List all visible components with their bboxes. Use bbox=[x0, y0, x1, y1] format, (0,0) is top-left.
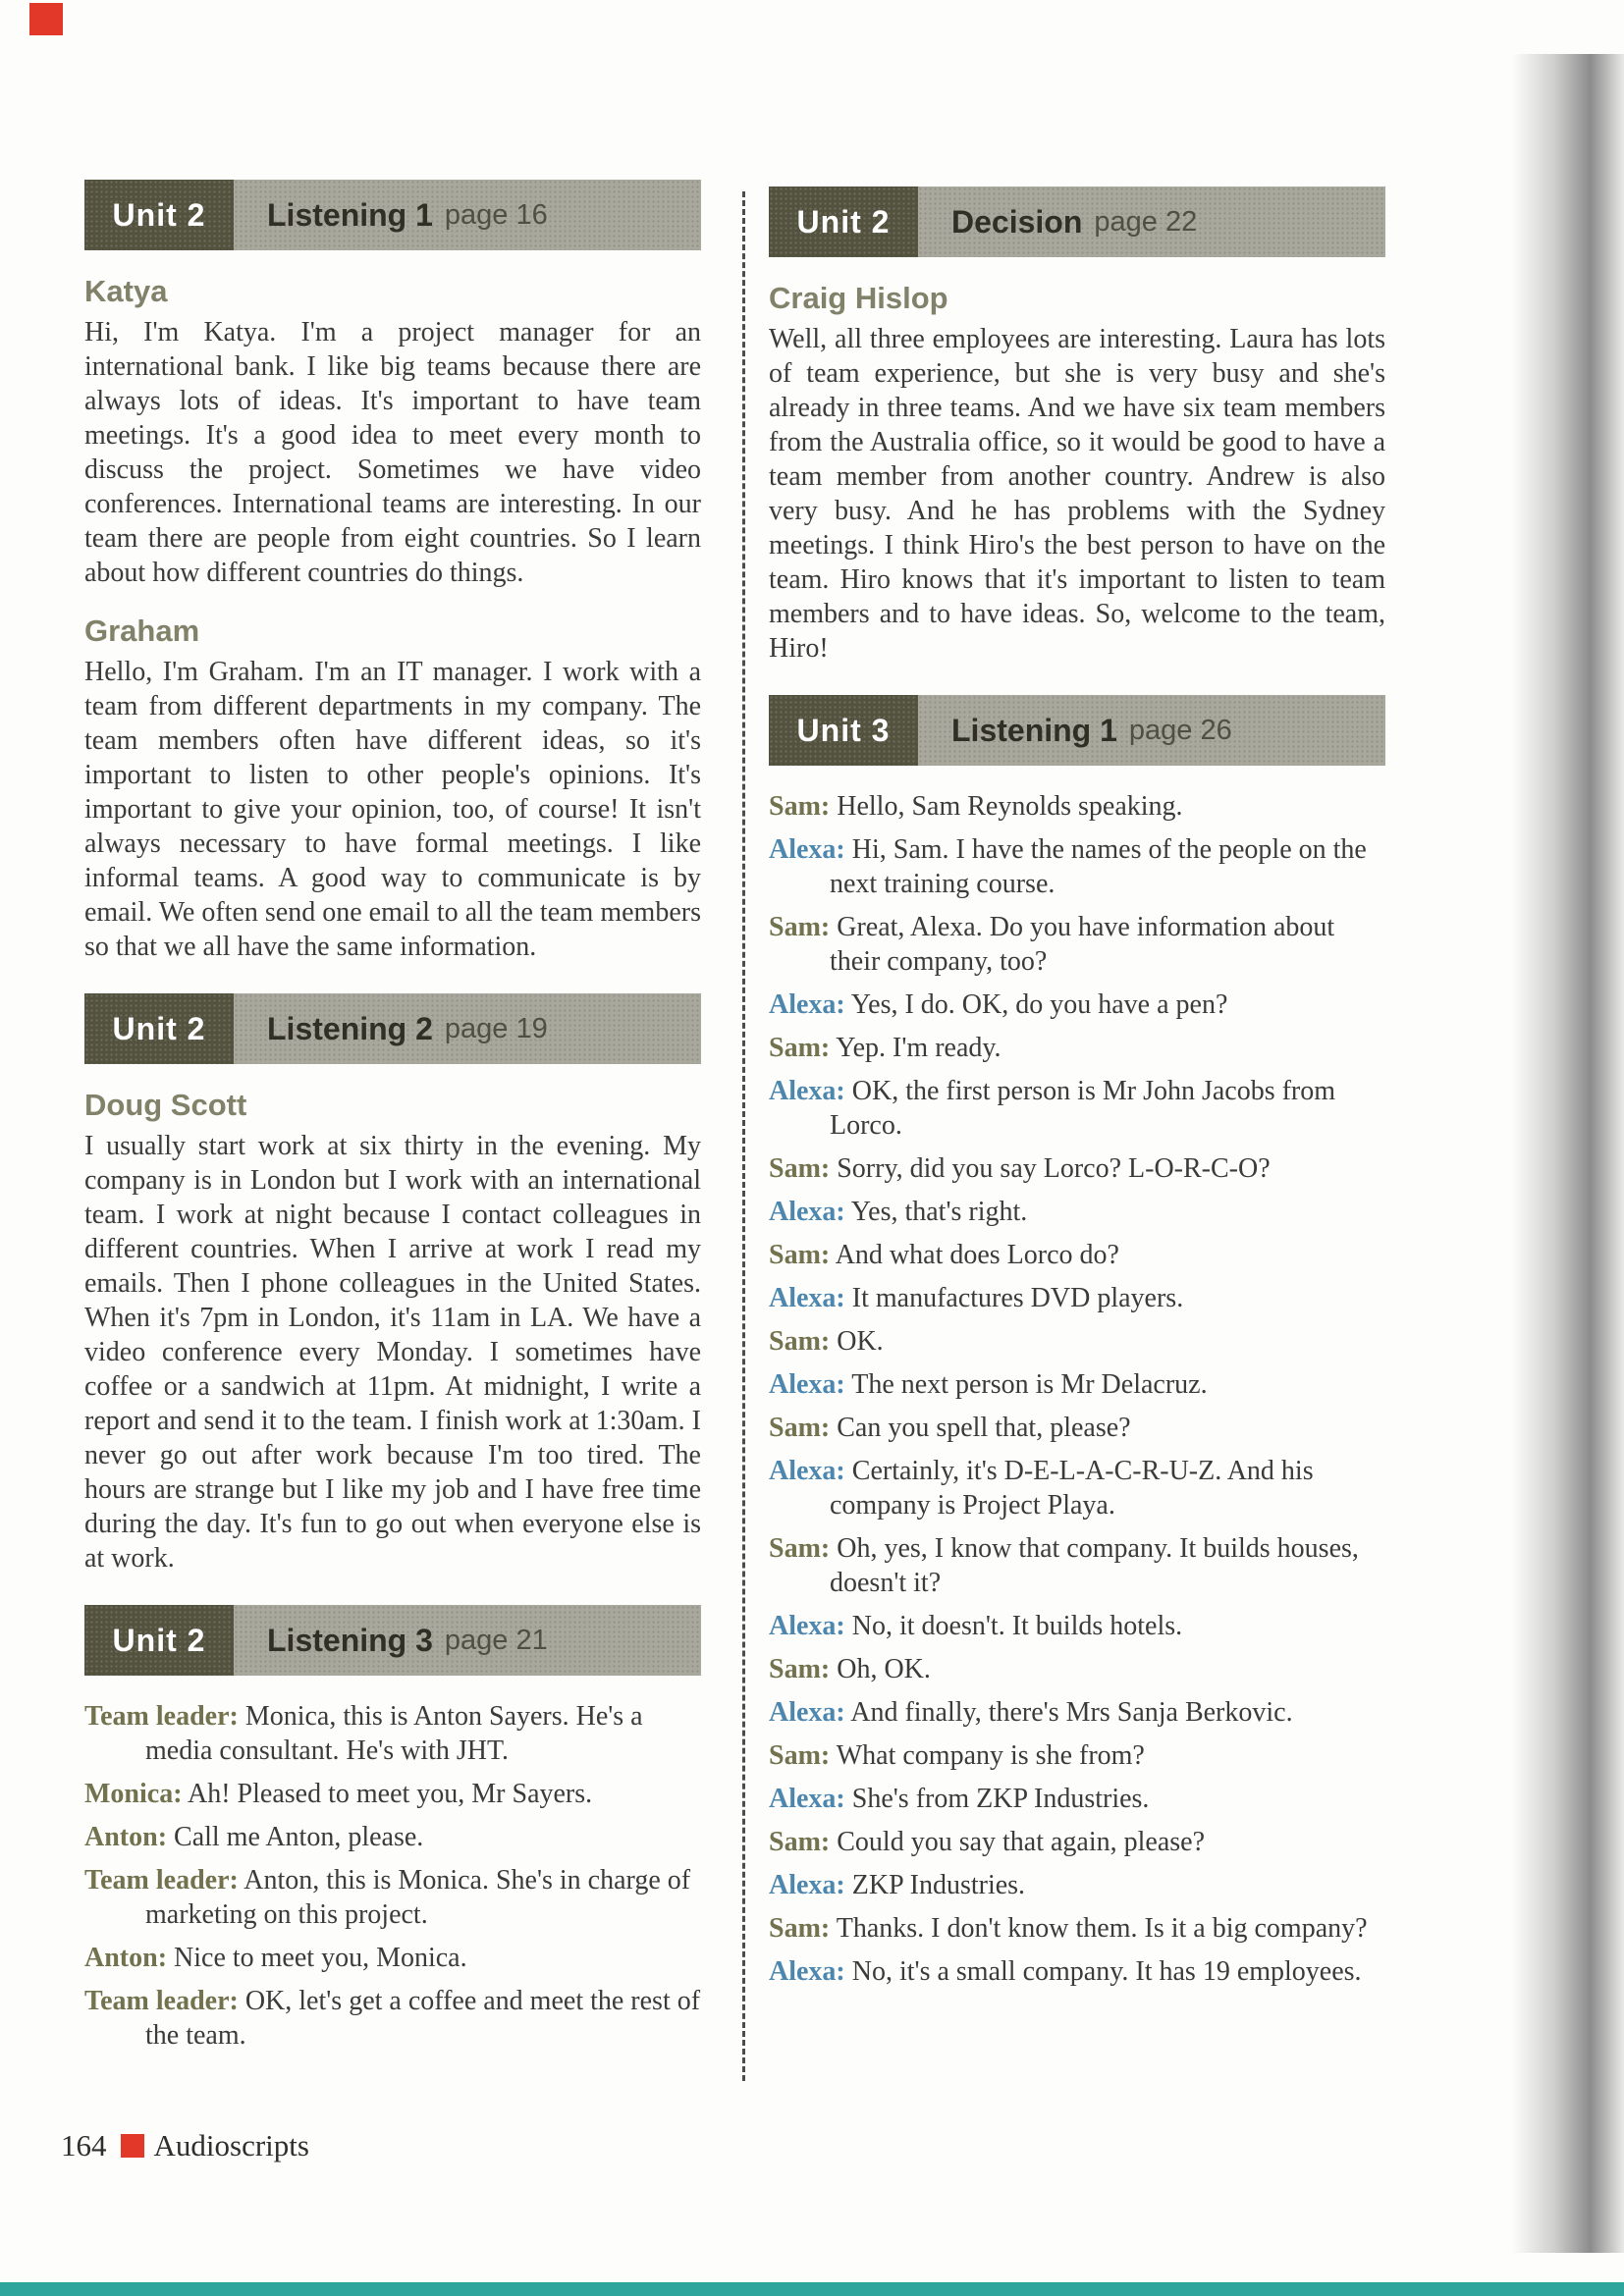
bottom-strip bbox=[0, 2282, 1624, 2296]
monologue-paragraph: I usually start work at six thirty in the evening. My company is in London but I work with an international team. I work at night because I contact colleagues in different countries. When I arrive at work I read my emails. Then I phone colleagues in the United States. When it's 7pm in London, it's 11am in LA. We have a video conference every Monday. I sometimes have coffee or a sandwich at 11pm. At midnight, I write a report and send it to the team. I finish work at 1:30am. I never go out after work because I'm too tired. The hours are strange but I like my job and I have free time during the day. It's fun to go out when everyone else is at work. bbox=[84, 1131, 701, 1574]
dialogue-speaker-label: Alexa: bbox=[769, 1870, 845, 1900]
section-title: Listening 2 bbox=[267, 1010, 433, 1046]
section-page-ref: page 22 bbox=[1094, 205, 1198, 238]
dialogue-text: No, it's a small company. It has 19 employees. bbox=[851, 1956, 1362, 1987]
dialogue-line bbox=[84, 1699, 701, 1768]
dialogue-line bbox=[769, 789, 1385, 824]
unit-label: Unit 3 bbox=[769, 695, 918, 766]
dialogue-text: It manufactures DVD players. bbox=[851, 1283, 1184, 1313]
dialogue-line bbox=[769, 910, 1385, 979]
dialogue-line bbox=[769, 1411, 1385, 1445]
dialogue-line bbox=[769, 1324, 1385, 1359]
dialogue-speaker-label: Sam: bbox=[769, 1413, 831, 1443]
unit-header-right bbox=[234, 1605, 701, 1676]
unit-label: Unit 2 bbox=[84, 1605, 234, 1676]
dialogue-speaker-label: Sam: bbox=[769, 1740, 831, 1771]
dialogue-line bbox=[769, 1151, 1385, 1186]
dialogue-speaker-label: Alexa: bbox=[769, 1076, 845, 1106]
dialogue-speaker-label: Sam: bbox=[769, 1827, 831, 1857]
unit-header-right bbox=[918, 695, 1385, 766]
unit-label: Unit 2 bbox=[84, 993, 234, 1064]
unit-header-bar bbox=[84, 180, 701, 250]
monologue-paragraph: Hi, I'm Katya. I'm a project manager for an international bank. I like big teams because there are always lots of ideas. It's important to have team meetings. It's a good idea to meet every month to discuss the project. Sometimes we have video conferences. International teams are interesting. In our team there are people from eight countries. So I learn about how different countries do things. bbox=[84, 317, 701, 588]
page-edge-shadow bbox=[1512, 54, 1624, 2253]
dialogue-speaker-label: Sam: bbox=[769, 1533, 831, 1564]
dialogue-line bbox=[769, 1825, 1385, 1859]
dialogue-speaker-label: Team leader: bbox=[84, 1701, 239, 1732]
dialogue-speaker-label: Anton: bbox=[84, 1822, 168, 1852]
section-title: Decision bbox=[951, 203, 1083, 240]
dialogue-line bbox=[769, 1074, 1385, 1143]
dialogue-speaker-label: Alexa: bbox=[769, 989, 845, 1020]
unit-header-right bbox=[234, 180, 701, 250]
dialogue-speaker-label: Team leader: bbox=[84, 1986, 239, 2016]
dialogue-text: Yes, I do. OK, do you have a pen? bbox=[850, 989, 1228, 1020]
dialogue-line bbox=[84, 1984, 701, 2053]
dialogue-speaker-label: Alexa: bbox=[769, 1956, 845, 1987]
dialogue-text: Yep. I'm ready. bbox=[836, 1033, 1001, 1063]
dialogue-line bbox=[769, 1281, 1385, 1315]
dialogue-block bbox=[84, 1699, 701, 2053]
dialogue-line bbox=[769, 1695, 1385, 1730]
red-square-icon bbox=[121, 2134, 144, 2158]
speaker-name-heading: Craig Hislop bbox=[769, 281, 948, 315]
dialogue-text: The next person is Mr Delacruz. bbox=[851, 1369, 1208, 1400]
section-title: Listening 1 bbox=[267, 196, 433, 233]
dialogue-line bbox=[769, 1238, 1385, 1272]
dialogue-line bbox=[769, 1911, 1385, 1946]
dialogue-text: Sorry, did you say Lorco? L-O-R-C-O? bbox=[837, 1153, 1271, 1184]
dialogue-text: Great, Alexa. Do you have information about their company, too? bbox=[830, 912, 1335, 977]
dialogue-speaker-label: Sam: bbox=[769, 1153, 831, 1184]
dialogue-line bbox=[769, 832, 1385, 901]
section-page-ref: page 21 bbox=[444, 1624, 548, 1656]
dialogue-text: Certainly, it's D-E-L-A-C-R-U-Z. And his company is Project Playa. bbox=[830, 1456, 1314, 1521]
dialogue-text: No, it doesn't. It builds hotels. bbox=[851, 1611, 1183, 1641]
dialogue-speaker-label: Team leader: bbox=[84, 1865, 239, 1896]
dialogue-line bbox=[769, 1531, 1385, 1600]
dialogue-line bbox=[84, 1777, 701, 1811]
unit-header-right bbox=[234, 993, 701, 1064]
left-column bbox=[84, 0, 701, 2061]
dialogue-text: Hello, Sam Reynolds speaking. bbox=[837, 791, 1183, 822]
dialogue-line bbox=[769, 1738, 1385, 1773]
dialogue-speaker-label: Sam: bbox=[769, 1240, 831, 1270]
section-title: Listening 3 bbox=[267, 1622, 433, 1658]
dialogue-speaker-label: Monica: bbox=[84, 1779, 183, 1809]
dialogue-speaker-label: Anton: bbox=[84, 1943, 168, 1973]
dialogue-line bbox=[769, 1652, 1385, 1686]
dialogue-line bbox=[769, 1954, 1385, 1989]
dialogue-text: Oh, OK. bbox=[837, 1654, 931, 1684]
red-corner-mark bbox=[29, 3, 63, 35]
dialogue-speaker-label: Sam: bbox=[769, 1654, 831, 1684]
dialogue-speaker-label: Alexa: bbox=[769, 1283, 845, 1313]
unit-header-bar bbox=[769, 187, 1385, 257]
unit-label: Unit 2 bbox=[84, 180, 234, 250]
dialogue-speaker-label: Alexa: bbox=[769, 1611, 845, 1641]
unit-header-bar bbox=[84, 1605, 701, 1676]
page-number: 164 bbox=[61, 2128, 107, 2163]
dialogue-text: OK, the first person is Mr John Jacobs from Lorco. bbox=[830, 1076, 1336, 1141]
dialogue-text: Anton, this is Monica. She's in charge of marketing on this project. bbox=[145, 1865, 691, 1930]
dialogue-speaker-label: Sam: bbox=[769, 1913, 831, 1944]
dialogue-text: Yes, that's right. bbox=[850, 1197, 1028, 1227]
dialogue-text: Thanks. I don't know them. Is it a big company? bbox=[836, 1913, 1368, 1944]
dialogue-text: She's from ZKP Industries. bbox=[851, 1784, 1150, 1814]
dialogue-line bbox=[769, 1195, 1385, 1229]
page-footer bbox=[61, 2128, 309, 2163]
dialogue-speaker-label: Alexa: bbox=[769, 1369, 845, 1400]
dialogue-line bbox=[84, 1863, 701, 1932]
dialogue-speaker-label: Sam: bbox=[769, 1033, 831, 1063]
dialogue-line bbox=[769, 1454, 1385, 1522]
monologue-paragraph: Well, all three employees are interesting. Laura has lots of team experience, but she is very busy and she's already in three teams. And we have six team members from the Australia office, so it would be good to have a team member from another country. Andrew is also very busy. And he has problems with the Sydney meetings. I think Hiro's the best person to have on the team. Hiro knows that it's important to listen to team members and to have ideas. So, welcome to the team, Hiro! bbox=[769, 324, 1385, 664]
dialogue-block bbox=[769, 789, 1385, 1989]
dialogue-text: Nice to meet you, Monica. bbox=[174, 1943, 467, 1973]
dialogue-text: And what does Lorco do? bbox=[835, 1240, 1119, 1270]
speaker-name-heading: Doug Scott bbox=[84, 1088, 247, 1122]
unit-header-bar bbox=[84, 993, 701, 1064]
dialogue-text: And finally, there's Mrs Sanja Berkovic. bbox=[850, 1697, 1293, 1728]
dialogue-text: OK. bbox=[837, 1326, 884, 1357]
right-column bbox=[769, 0, 1385, 1998]
dialogue-text: ZKP Industries. bbox=[851, 1870, 1026, 1900]
dialogue-line bbox=[84, 1820, 701, 1854]
column-divider bbox=[742, 191, 745, 2081]
dialogue-text: Hi, Sam. I have the names of the people on the next training course. bbox=[830, 834, 1367, 899]
unit-label: Unit 2 bbox=[769, 187, 918, 257]
dialogue-speaker-label: Alexa: bbox=[769, 1456, 845, 1486]
dialogue-speaker-label: Sam: bbox=[769, 912, 831, 942]
dialogue-text: Monica, this is Anton Sayers. He's a media consultant. He's with JHT. bbox=[145, 1701, 643, 1766]
speaker-name-heading: Katya bbox=[84, 274, 168, 308]
dialogue-line bbox=[769, 1367, 1385, 1402]
footer-section-title: Audioscripts bbox=[153, 2128, 309, 2163]
dialogue-line bbox=[769, 1609, 1385, 1643]
dialogue-speaker-label: Alexa: bbox=[769, 1197, 845, 1227]
dialogue-text: OK, let's get a coffee and meet the rest of the team. bbox=[145, 1986, 701, 2051]
dialogue-line bbox=[769, 1782, 1385, 1816]
dialogue-speaker-label: Alexa: bbox=[769, 1784, 845, 1814]
dialogue-speaker-label: Alexa: bbox=[769, 1697, 845, 1728]
dialogue-speaker-label: Sam: bbox=[769, 791, 831, 822]
dialogue-text: Could you say that again, please? bbox=[837, 1827, 1206, 1857]
dialogue-speaker-label: Sam: bbox=[769, 1326, 831, 1357]
dialogue-text: What company is she from? bbox=[836, 1740, 1145, 1771]
dialogue-line bbox=[769, 988, 1385, 1022]
section-page-ref: page 26 bbox=[1128, 714, 1232, 746]
dialogue-text: Call me Anton, please. bbox=[174, 1822, 424, 1852]
dialogue-line bbox=[84, 1941, 701, 1975]
dialogue-speaker-label: Alexa: bbox=[769, 834, 845, 865]
dialogue-line bbox=[769, 1868, 1385, 1902]
section-page-ref: page 19 bbox=[444, 1012, 548, 1044]
speaker-name-heading: Graham bbox=[84, 614, 200, 648]
dialogue-text: Ah! Pleased to meet you, Mr Sayers. bbox=[188, 1779, 593, 1809]
unit-header-right bbox=[918, 187, 1385, 257]
dialogue-line bbox=[769, 1031, 1385, 1065]
unit-header-bar bbox=[769, 695, 1385, 766]
section-page-ref: page 16 bbox=[444, 198, 548, 231]
section-title: Listening 1 bbox=[951, 712, 1117, 748]
monologue-paragraph: Hello, I'm Graham. I'm an IT manager. I work with a team from different departments in my company. The team members often have different ideas, so it's important to listen to other people's opinions. It's important to give your opinion, too, of course! It isn't always necessary to have formal meetings. I like informal teams. A good way to communicate is by email. We often send one email to all the team members so that we all have the same information. bbox=[84, 657, 701, 962]
dialogue-text: Can you spell that, please? bbox=[837, 1413, 1131, 1443]
dialogue-text: Oh, yes, I know that company. It builds houses, doesn't it? bbox=[830, 1533, 1359, 1598]
